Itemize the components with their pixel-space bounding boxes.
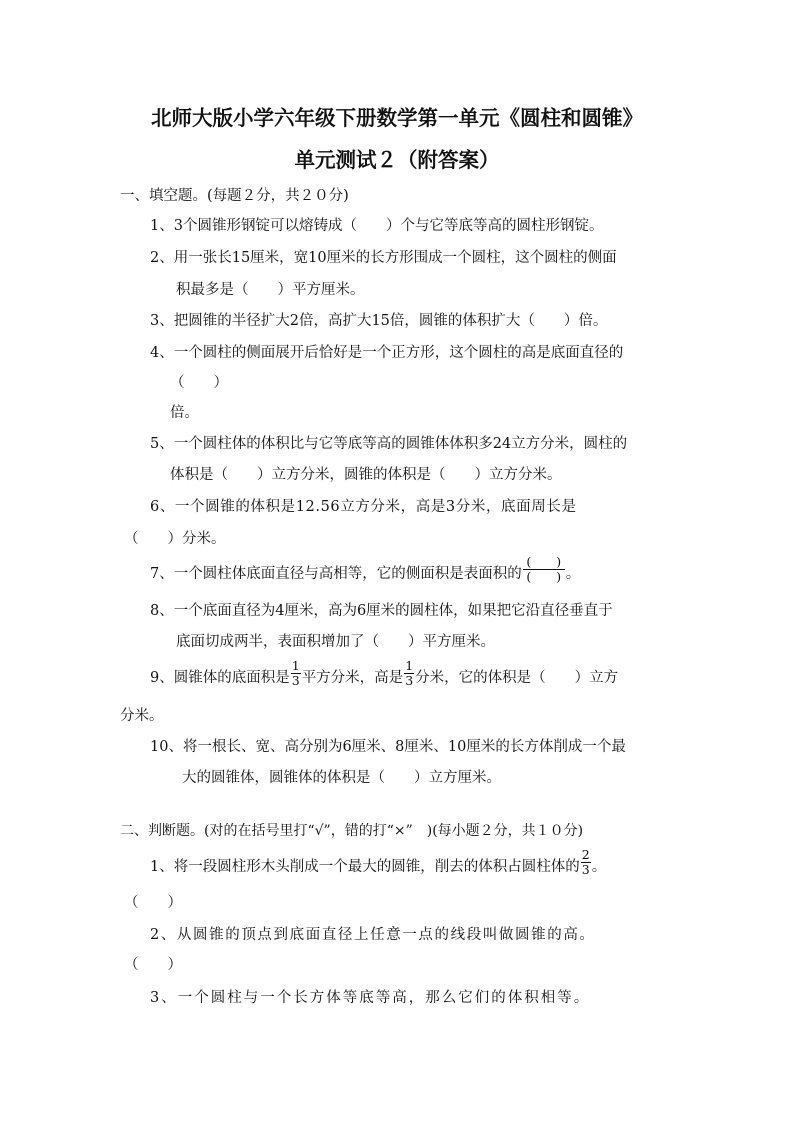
s1-question-5-line-2: 体积是（ ）立方分米，圆锥的体积是（ ）立方分米。: [170, 467, 562, 483]
fraction-numerator: 1: [405, 657, 414, 673]
fraction-denominator: ( ): [526, 568, 562, 584]
s1-question-6-line-2: （ ）分米。: [124, 531, 226, 547]
s2-question-2: 2、从圆锥的顶点到底面直径上任意一点的线段叫做圆锥的高。: [150, 927, 596, 943]
s1-question-10-line-1: 10、将一根长、宽、高分别为6厘米、8厘米、10厘米的长方体削成一个最: [150, 739, 626, 755]
fraction-denominator: 3: [581, 861, 590, 877]
fraction-numerator: 2: [581, 846, 590, 862]
s2-question-1-end: 。: [591, 859, 607, 875]
s1-question-1: 1、3个圆锥形钢锭可以熔铸成（ ）个与它等底等高的圆柱形钢锭。: [150, 218, 604, 234]
s1-question-9-part-3: 分米，它的体积是（ ）立方: [415, 670, 619, 686]
s1-question-3: 3、把圆锥的半径扩大2倍，高扩大15倍，圆锥的体积扩大（ ）倍。: [150, 313, 608, 329]
s2-question-1-answer-paren: （ ）: [124, 895, 182, 911]
s1-question-7-end: 。: [565, 566, 581, 582]
s1-question-9-fraction-2: [404, 659, 414, 688]
s2-question-3: 3、一个圆柱与一个长方体等底等高，那么它们的体积相等。: [150, 990, 591, 1006]
s1-question-6-line-1: 6、一个圆锥的体积是12.56立方分米，高是3分米，底面周长是: [150, 499, 577, 515]
s1-question-9-line-2: 分米。: [120, 708, 164, 724]
s1-question-9-part-1: 9、圆锥体的底面积是: [150, 670, 290, 686]
s1-question-9-fraction-1: [291, 659, 301, 688]
s2-question-1-fraction: [581, 848, 591, 877]
s1-question-10-line-2: 大的圆锥体，圆锥体的体积是（ ）立方厘米。: [182, 770, 501, 786]
s2-question-1-text: 1、将一段圆柱形木头削成一个最大的圆锥，削去的体积占圆柱体的: [150, 859, 580, 875]
document-title-line-1: 北师大版小学六年级下册数学第一单元《圆柱和圆锥》: [151, 106, 643, 130]
s1-question-7-text: 7、一个圆柱体底面直径与高相等，它的侧面积是表面积的: [150, 566, 522, 582]
s1-question-8-line-1: 8、一个底面直径为4厘米，高为6厘米的圆柱体，如果把它沿直径垂直于: [150, 603, 613, 619]
fraction-denominator: 3: [405, 672, 414, 688]
s1-question-2-line-2: 积最多是（ ）平方厘米。: [176, 282, 365, 298]
s1-question-4-line-1: 4、一个圆柱的侧面展开后恰好是一个正方形，这个圆柱的高是底面直径的: [150, 345, 624, 361]
s1-question-4-line-2: （ ）: [170, 375, 228, 391]
fraction-denominator: 3: [291, 672, 300, 688]
s2-question-1: [150, 846, 607, 877]
section-1-heading: 一、填空题。(每题２分，共２０分): [120, 188, 349, 204]
s1-question-9-line-1: [150, 657, 619, 688]
document-title-line-2: 单元测试２（附答案）: [294, 148, 500, 172]
s1-question-5-line-1: 5、一个圆柱体的体积比与它等底等高的圆锥体体积多24立方分米，圆柱的: [150, 436, 628, 452]
s1-question-7: [150, 553, 581, 584]
s1-question-2-line-1: 2、用一张长15厘米，宽10厘米的长方形围成一个圆柱，这个圆柱的侧面: [150, 250, 617, 266]
s2-question-2-answer-paren: （ ）: [124, 957, 182, 973]
s1-question-8-line-2: 底面切成两半，表面积增加了（ ）平方厘米。: [176, 634, 495, 650]
s1-question-7-fraction: [523, 555, 565, 584]
s1-question-9-part-2: 平方分米，高是: [301, 670, 404, 686]
fraction-numerator: 1: [291, 657, 300, 673]
s1-question-4-line-3: 倍。: [170, 405, 199, 421]
section-2-heading: 二、判断题。(对的在括号里打“√”，错的打“×” )(每小题２分，共１０分): [120, 823, 584, 839]
fraction-numerator: ( ): [526, 553, 562, 569]
